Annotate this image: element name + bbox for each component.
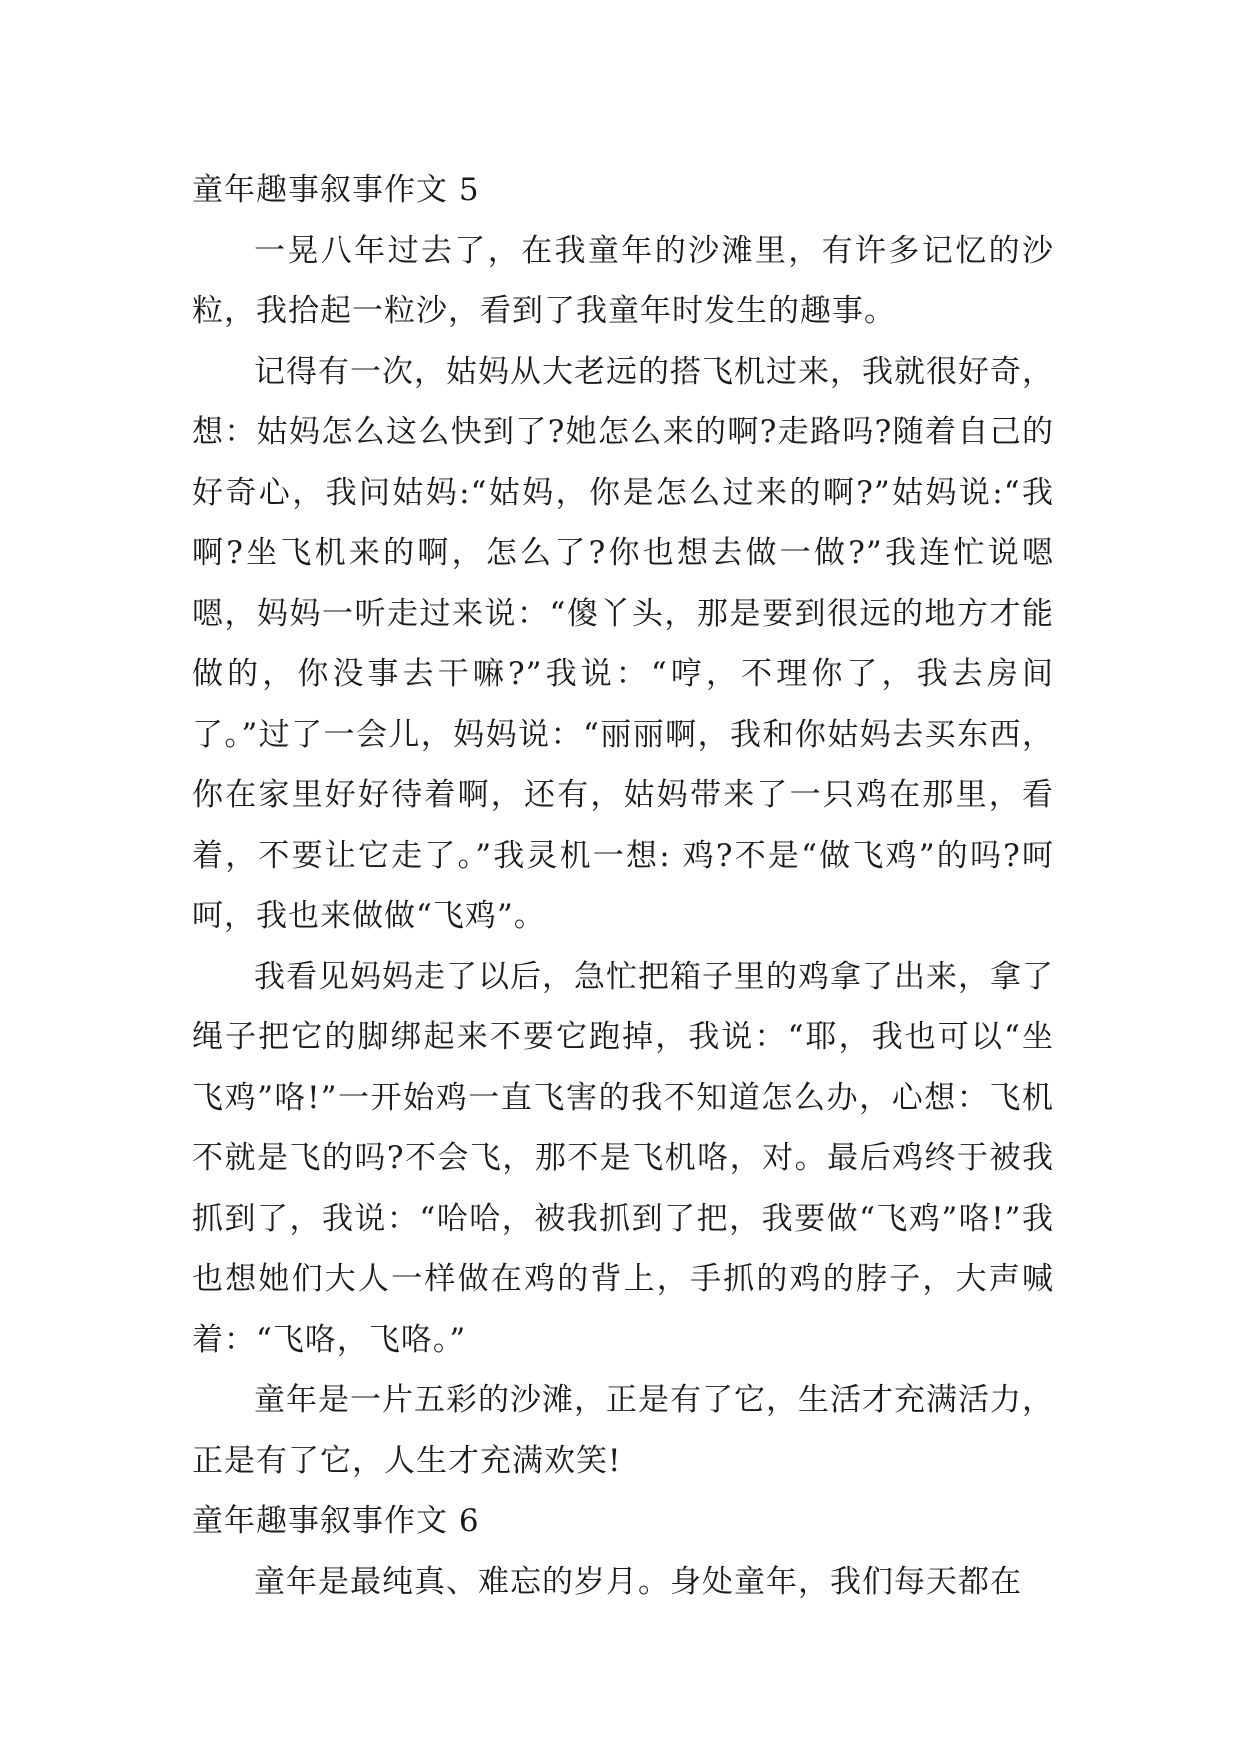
document-page	[192, 160, 1054, 1612]
paragraph: 童年是最纯真、难忘的岁月。身处童年，我们每天都在	[254, 1563, 1022, 1600]
paragraph: 我看见妈妈走了以后，急忙把箱子里的鸡拿了出来，拿了绳子把它的脚绑起来不要它跑掉，我说：“耶，我也可以“坐飞鸡”咯!”一开始鸡一直飞害的我不知道怎么办，心想：飞机不就是飞的吗?不会飞，那不是飞机咯，对。最后鸡终于被我抓到了，我说：“哈哈，被我抓到了把，我要做“飞鸡”咯!”我也想她们大人一样做在鸡的背上，手抓的鸡的脖子，大声喊着：“飞咯，飞咯。”	[192, 958, 1054, 1358]
paragraph: 记得有一次，姑妈从大老远的搭飞机过来，我就很好奇，想：姑妈怎么这么快到了?她怎么来的啊?走路吗?随着自己的好奇心，我问姑妈:“姑妈，你是怎么过来的啊?”姑妈说:“我啊?坐飞机来的啊，怎么了?你也想去做一做?”我连忙说嗯嗯，妈妈一听走过来说：“傻丫头，那是要到很远的地方才能做的，你没事去干嘛?”我说：“哼，不理你了，我去房间了。”过了一会儿，妈妈说：“丽丽啊，我和你姑妈去买东西，你在家里好好待着啊，还有，姑妈带来了一只鸡在那里，看着，不要让它走了。”我灵机一想: 鸡?不是“做飞鸡”的吗?呵呵，我也来做做“飞鸡”。	[192, 353, 1054, 934]
paragraph: 童年是一片五彩的沙滩，正是有了它，生活才充满活力，正是有了它，人生才充满欢笑!	[192, 1382, 1054, 1479]
section-heading: 童年趣事叙事作文 5	[192, 172, 480, 208]
section-heading: 童年趣事叙事作文 6	[192, 1503, 480, 1539]
paragraph: 一晃八年过去了，在我童年的沙滩里，有许多记忆的沙粒，我拾起一粒沙，看到了我童年时发生的趣事。	[192, 232, 1054, 329]
